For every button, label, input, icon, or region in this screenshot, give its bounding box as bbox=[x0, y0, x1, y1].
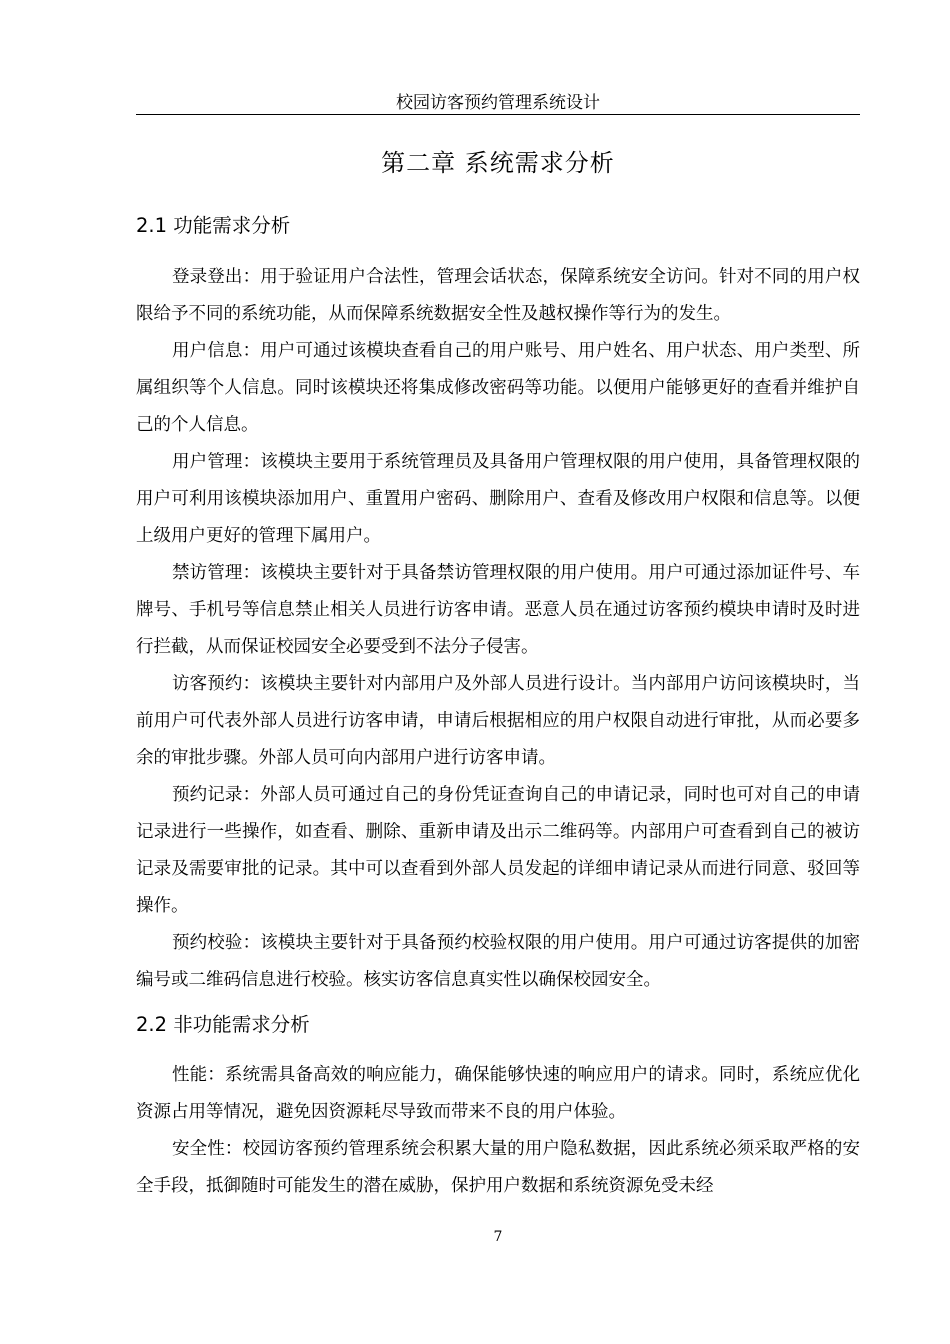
paragraph-login: 登录登出：用于验证用户合法性，管理会话状态，保障系统安全访问。针对不同的用户权限给予不同的系统功能，从而保障系统数据安全性及越权操作等行为的发生。 bbox=[136, 267, 860, 324]
section-heading-2-1: 2.1 功能需求分析 bbox=[136, 214, 291, 237]
paragraph-security: 安全性：校园访客预约管理系统会积累大量的用户隐私数据，因此系统必须采取严格的安全手段，抵御随时可能发生的潜在威胁，保护用户数据和系统资源免受未经 bbox=[136, 1139, 860, 1196]
running-header: 校园访客预约管理系统设计 bbox=[396, 93, 600, 113]
paragraph-performance: 性能：系统需具备高效的响应能力，确保能够快速的响应用户的请求。同时，系统应优化资源占用等情况，避免因资源耗尽导致而带来不良的用户体验。 bbox=[136, 1065, 860, 1122]
chapter-title: 第二章 系统需求分析 bbox=[381, 149, 615, 177]
section-body-2-1 bbox=[136, 259, 860, 999]
paragraph-user-management: 用户管理：该模块主要用于系统管理员及具备用户管理权限的用户使用，具备管理权限的用户可利用该模块添加用户、重置用户密码、删除用户、查看及修改用户权限和信息等。以便上级用户更好的管理下属用户。 bbox=[136, 452, 860, 546]
paragraph-ban-management: 禁访管理：该模块主要针对于具备禁访管理权限的用户使用。用户可通过添加证件号、车牌号、手机号等信息禁止相关人员进行访客申请。恶意人员在通过访客预约模块申请时及时进行拦截，从而保证校园安全必要受到不法分子侵害。 bbox=[136, 563, 860, 657]
page-number: 7 bbox=[493, 1229, 503, 1245]
paragraph-visitor-booking: 访客预约：该模块主要针对内部用户及外部人员进行设计。当内部用户访问该模块时，当前用户可代表外部人员进行访客申请，申请后根据相应的用户权限自动进行审批，从而必要多余的审批步骤。外部人员可向内部用户进行访客申请。 bbox=[136, 674, 860, 768]
section-body-2-2 bbox=[136, 1057, 860, 1205]
paragraph-booking-records: 预约记录：外部人员可通过自己的身份凭证查询自己的申请记录，同时也可对自己的申请记录进行一些操作，如查看、删除、重新申请及出示二维码等。内部用户可查看到自己的被访记录及需要审批的记录。其中可以查看到外部人员发起的详细申请记录从而进行同意、驳回等操作。 bbox=[136, 785, 860, 916]
paragraph-user-info: 用户信息：用户可通过该模块查看自己的用户账号、用户姓名、用户状态、用户类型、所属组织等个人信息。同时该模块还将集成修改密码等功能。以便用户能够更好的查看并维护自己的个人信息。 bbox=[136, 341, 860, 435]
paragraph-booking-verification: 预约校验：该模块主要针对于具备预约校验权限的用户使用。用户可通过访客提供的加密编号或二维码信息进行校验。核实访客信息真实性以确保校园安全。 bbox=[136, 933, 860, 990]
header-rule bbox=[136, 114, 860, 115]
section-heading-2-2: 2.2 非功能需求分析 bbox=[136, 1013, 310, 1036]
